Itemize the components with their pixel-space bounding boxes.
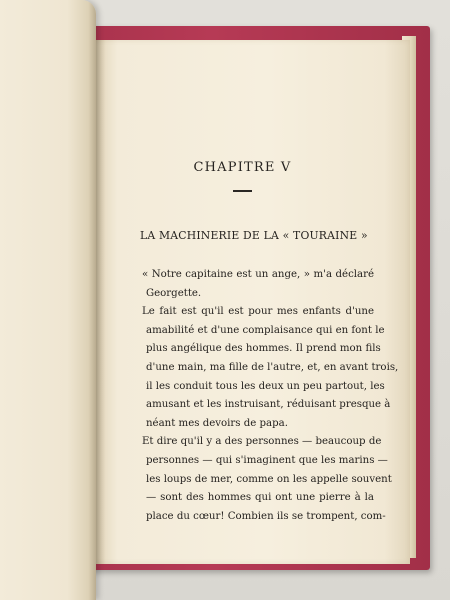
text-line: Georgette. <box>146 287 202 299</box>
body-text <box>142 266 399 526</box>
text-line: il les conduit tous les deux un peu partout, les <box>146 380 385 392</box>
text-line: d'une main, ma fille de l'autre, et, en avant trois, <box>146 361 399 373</box>
text-line: personnes — qui s'imaginent que les marins — <box>146 454 388 466</box>
text-line: plus angélique des hommes. Il prend mon fils <box>146 343 381 355</box>
chapter-heading: CHAPITRE V <box>193 160 292 175</box>
text-line: — sont des hommes qui ont une pierre à la <box>146 492 374 504</box>
text-line: amusant et les instruisant, réduisant presque à <box>146 399 391 411</box>
chapter-rule <box>233 190 252 192</box>
text-line: néant mes devoirs de papa. <box>146 417 288 429</box>
text-line: place du cœur! Combien ils se trompent, com- <box>146 510 386 522</box>
text-line: Le fait est qu'il est pour mes enfants d'une <box>142 306 374 318</box>
text-line: « Notre capitaine est un ange, » m'a déclaré <box>142 269 374 280</box>
text-line: Et dire qu'il y a des personnes — beaucoup de <box>142 436 382 448</box>
text-line: amabilité et d'une complaisance qui en font le <box>146 324 385 336</box>
section-title: LA MACHINERIE DE LA « TOURAINE » <box>140 229 368 242</box>
text-line: les loups de mer, comme on les appelle souvent <box>146 473 392 485</box>
